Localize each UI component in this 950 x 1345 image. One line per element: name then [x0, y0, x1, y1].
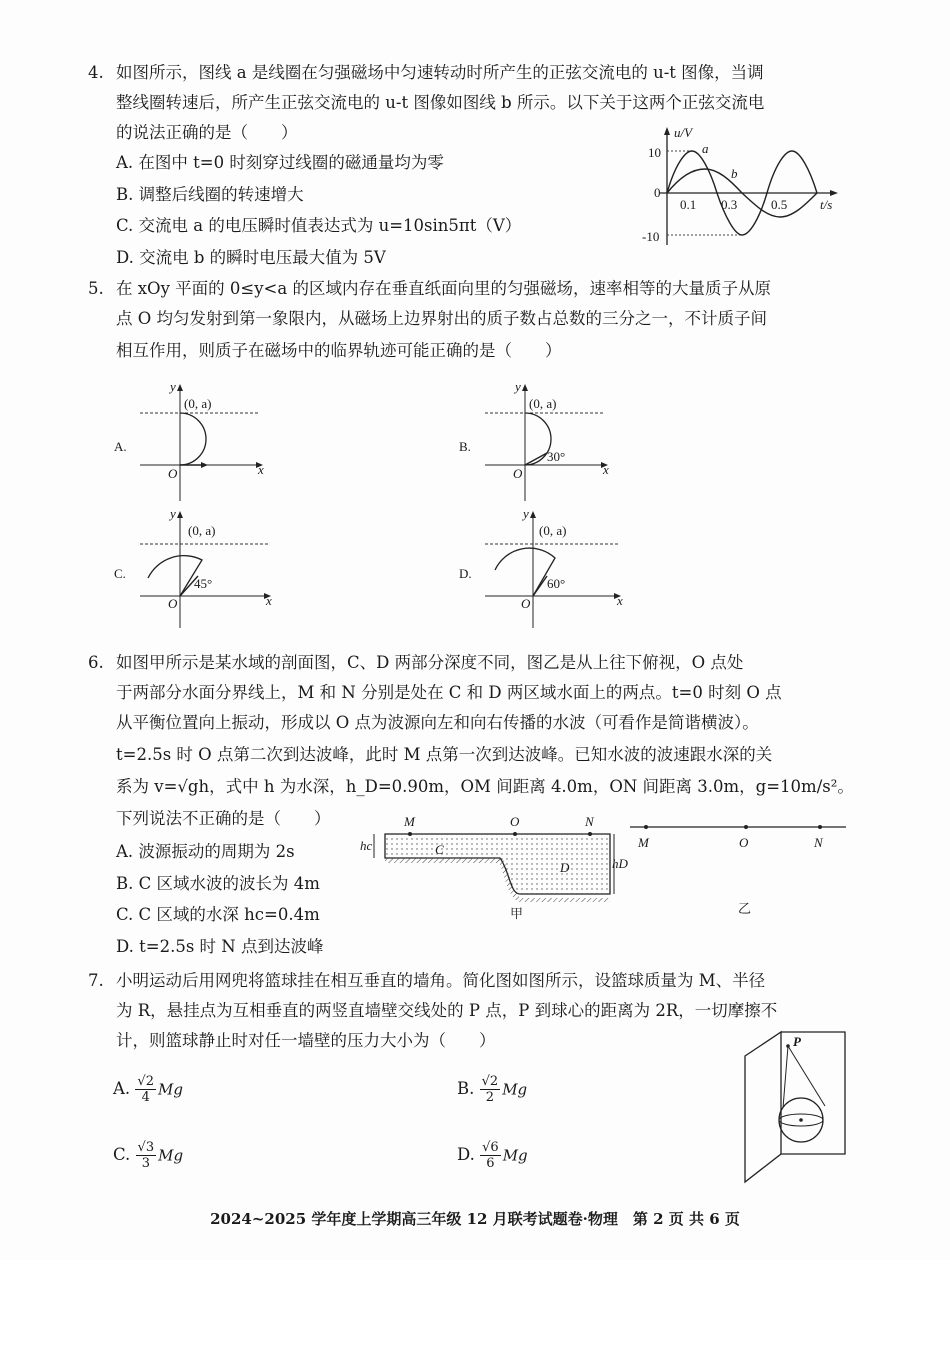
fraction: $\frac{√2}{4}$ — [137, 1074, 154, 1105]
question-text: 在 xOy 平面的 0≤y<a 的区域内存在垂直纸面向里的匀强磁场，速率相等的大量质子从原 — [116, 279, 771, 298]
option-d: D. $\frac{√6}{6}$ Mg — [457, 1140, 528, 1171]
question-text: 于两部分水面分界线上，M 和 N 分别是处在 C 和 D 两区域水面上的两点。t=0 时刻 O 点 — [116, 683, 782, 702]
svg-text:x: x — [266, 593, 272, 608]
question-text: 如图所示，图线 a 是线圈在匀强磁场中匀速转动时所产生的正弦交流电的 u-t 图像，当调 — [116, 63, 764, 82]
option-a: A. 在图中 t=0 时刻穿过线圈的磁通量均为零 — [116, 153, 444, 172]
svg-text:(0, a): (0, a) — [539, 523, 567, 538]
option-c: C. C 区域的水深 hc=0.4m — [116, 905, 320, 924]
option-a: A. 波源振动的周期为 2s — [116, 842, 295, 861]
svg-text:x: x — [258, 462, 264, 477]
svg-text:B.: B. — [459, 439, 471, 454]
svg-text:D.: D. — [459, 566, 472, 581]
svg-text:b: b — [731, 166, 738, 181]
svg-text:x: x — [603, 462, 609, 477]
figure-jia-cross-section — [360, 812, 628, 922]
svg-text:P: P — [793, 1034, 801, 1049]
diagram-option-d[interactable] — [455, 506, 625, 630]
svg-text:0.5: 0.5 — [771, 197, 788, 212]
option-c: C. 交流电 a 的电压瞬时值表达式为 u=10sin5πt（V） — [116, 216, 522, 235]
svg-text:M: M — [404, 814, 415, 829]
svg-text:(0, a): (0, a) — [529, 396, 557, 411]
svg-text:甲: 甲 — [510, 906, 524, 921]
svg-text:A.: A. — [114, 439, 127, 454]
fraction: $\frac{√6}{6}$ — [482, 1140, 499, 1171]
question-text: 小明运动后用网兜将篮球挂在相互垂直的墙角。简化图如图所示，设篮球质量为 M、半径 — [116, 971, 766, 990]
svg-text:M: M — [638, 835, 649, 850]
question-number: 6. — [88, 653, 104, 672]
question-number: 7. — [88, 971, 104, 990]
option-label: B. — [457, 1079, 475, 1098]
diagram-option-c[interactable] — [110, 506, 275, 630]
diagram-option-b[interactable] — [455, 379, 620, 503]
svg-text:45°: 45° — [194, 576, 213, 591]
svg-text:O: O — [168, 596, 178, 611]
svg-text:O: O — [513, 466, 523, 481]
question-number: 4. — [88, 63, 104, 82]
diagram-option-a[interactable] — [110, 379, 275, 503]
option-d: D. 交流电 b 的瞬时电压最大值为 5V — [116, 248, 386, 267]
question-number: 5. — [88, 279, 104, 298]
svg-text:C: C — [435, 842, 444, 857]
svg-text:N: N — [585, 814, 594, 829]
svg-text:u/V: u/V — [674, 125, 693, 140]
option-a: A. $\frac{√2}{4}$ Mg — [113, 1074, 183, 1105]
svg-text:O: O — [521, 596, 531, 611]
svg-text:(0, a): (0, a) — [188, 523, 216, 538]
svg-text:a: a — [702, 141, 709, 156]
option-label: C. — [113, 1145, 131, 1164]
question-text: t=2.5s 时 O 点第二次到达波峰，此时 M 点第一次到达波峰。已知水波的波速跟水深的关 — [116, 745, 773, 764]
svg-text:10: 10 — [648, 145, 661, 160]
question-text: 计，则篮球静止时对任一墙壁的压力大小为（ ） — [116, 1031, 496, 1050]
option-b: B. 调整后线圈的转速增大 — [116, 185, 304, 204]
option-label: A. — [113, 1079, 131, 1098]
svg-text:C.: C. — [114, 566, 126, 581]
question-text: 点 O 均匀发射到第一象限内，从磁场上边界射出的质子数占总数的三分之一，不计质子间 — [116, 309, 768, 328]
basketball-wall-figure — [743, 1028, 848, 1186]
svg-text:y: y — [170, 506, 176, 521]
svg-text:y: y — [515, 379, 521, 394]
option-label: D. — [457, 1145, 475, 1164]
svg-text:O: O — [510, 814, 520, 829]
svg-text:hc: hc — [360, 838, 373, 853]
option-b: B. $\frac{√2}{2}$ Mg — [457, 1074, 528, 1105]
svg-text:D: D — [560, 860, 570, 875]
ut-graph — [630, 125, 845, 250]
svg-text:hD: hD — [612, 856, 628, 871]
svg-text:y: y — [170, 379, 176, 394]
fraction: $\frac{√2}{2}$ — [481, 1074, 499, 1105]
question-text: 如图甲所示是某水域的剖面图，C、D 两部分深度不同，图乙是从上往下俯视，O 点处 — [116, 653, 744, 672]
svg-text:y: y — [523, 506, 529, 521]
question-text: 相互作用，则质子在磁场中的临界轨迹可能正确的是（ ） — [116, 341, 562, 360]
option-b: B. C 区域水波的波长为 4m — [116, 874, 320, 893]
question-text: 系为 v=√gh，式中 h 为水深，h_D=0.90m，OM 间距离 4.0m，ON 间距离 3.0m，g=10m/s²。 — [116, 777, 854, 796]
question-text: 整线圈转速后，所产生正弦交流电的 u-t 图像如图线 b 所示。以下关于这两个正弦交流电 — [116, 93, 765, 112]
svg-text:30°: 30° — [547, 449, 566, 464]
svg-text:-10: -10 — [642, 229, 660, 244]
svg-text:0: 0 — [654, 185, 661, 200]
svg-text:N: N — [814, 835, 823, 850]
svg-text:乙: 乙 — [738, 901, 752, 916]
option-c: C. $\frac{√3}{3}$ Mg — [113, 1140, 184, 1171]
svg-text:0.1: 0.1 — [680, 197, 697, 212]
question-text: 下列说法不正确的是（ ） — [116, 809, 331, 828]
svg-text:O: O — [739, 835, 749, 850]
svg-text:x: x — [617, 593, 623, 608]
question-text: 为 R，悬挂点为互相垂直的两竖直墙壁交线处的 P 点，P 到球心的距离为 2R，一切摩擦不 — [116, 1001, 778, 1020]
figure-yi-top-view — [628, 815, 848, 925]
svg-text:0.3: 0.3 — [721, 197, 738, 212]
svg-text:(0, a): (0, a) — [184, 396, 212, 411]
svg-text:60°: 60° — [547, 576, 566, 591]
question-text: 的说法正确的是（ ） — [116, 123, 298, 142]
svg-text:O: O — [168, 466, 178, 481]
svg-text:t/s: t/s — [820, 197, 833, 212]
option-d: D. t=2.5s 时 N 点到达波峰 — [116, 937, 324, 956]
page-footer: 2024~2025 学年度上学期高三年级 12 月联考试题卷·物理 第 2 页 共 6 页 — [210, 1210, 740, 1228]
fraction: $\frac{√3}{3}$ — [137, 1140, 155, 1171]
question-text: 从平衡位置向上振动，形成以 O 点为波源向左和向右传播的水波（可看作是简谐横波）。 — [116, 713, 759, 732]
